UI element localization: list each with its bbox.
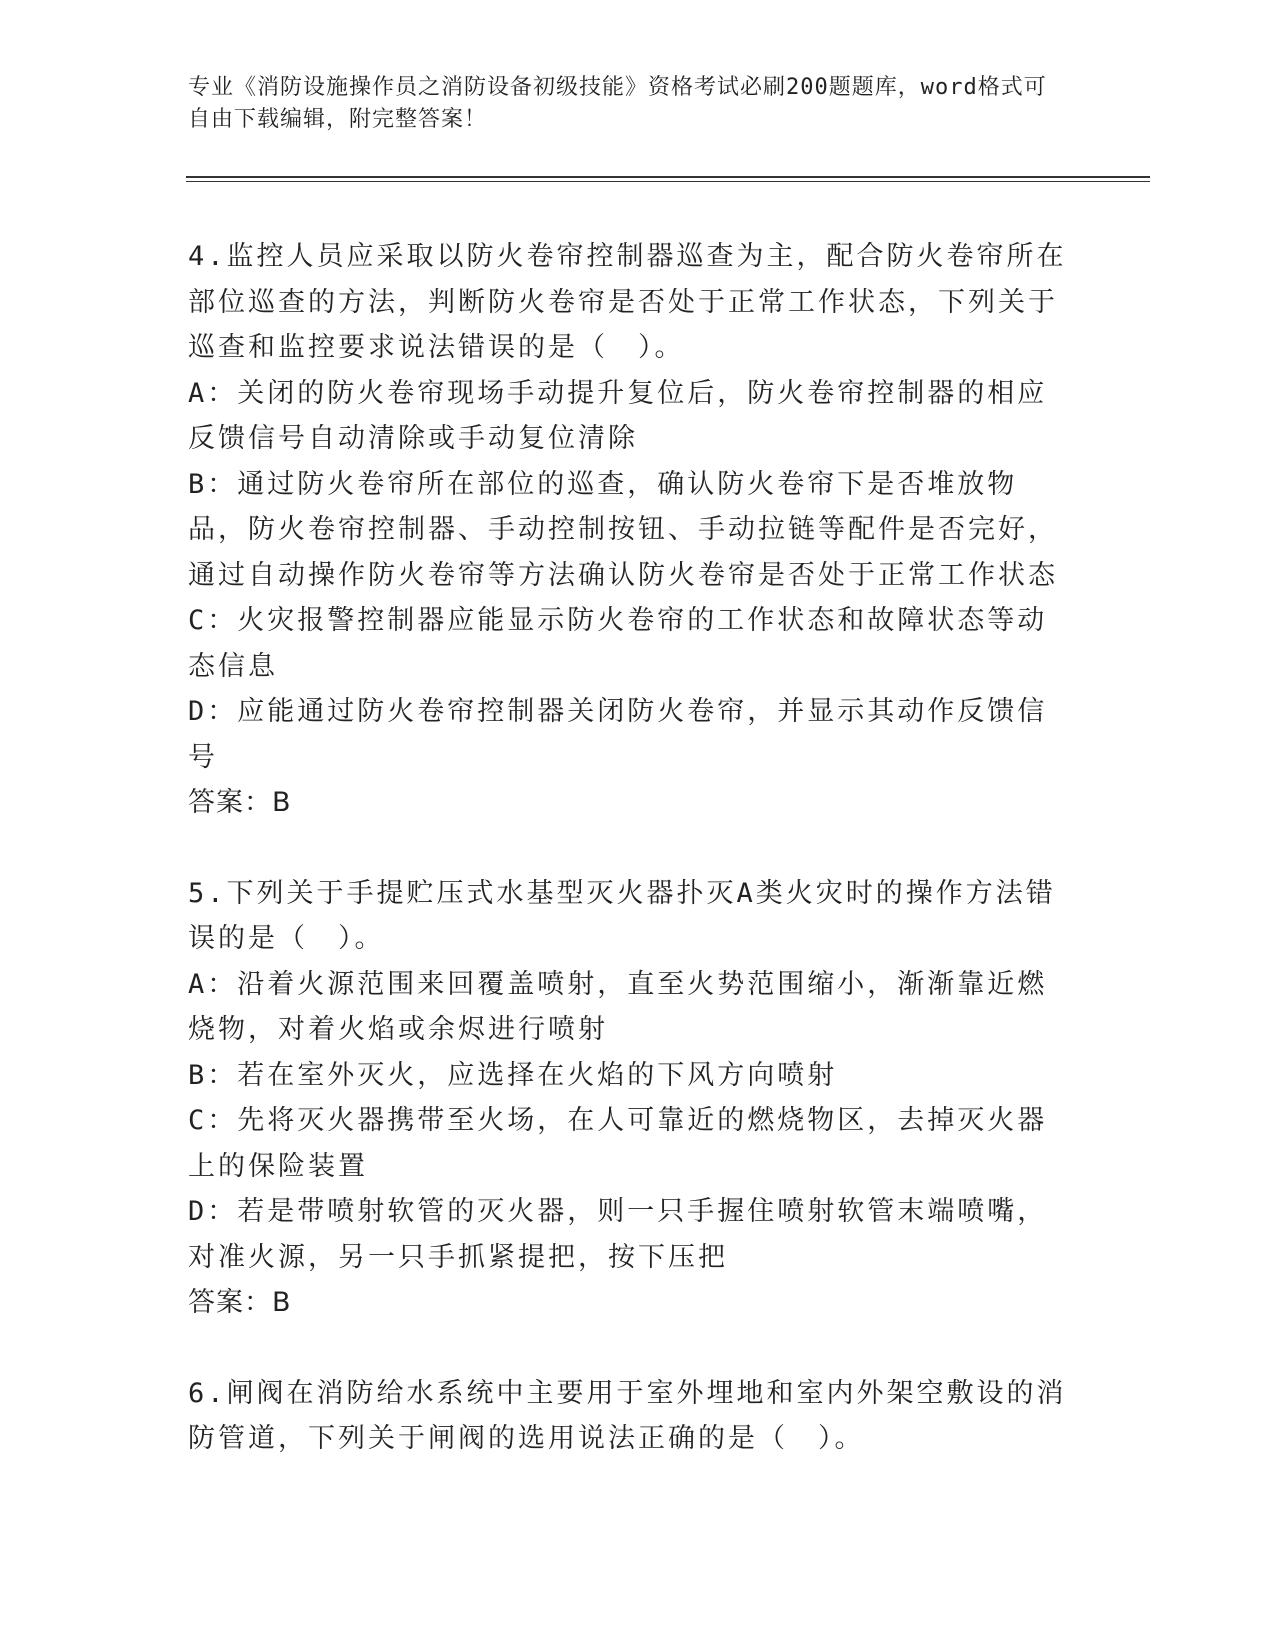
option-c: C：先将灭火器携带至火场，在人可靠近的燃烧物区，去掉灭火器上的保险装置 — [188, 1105, 1048, 1182]
question-4 — [188, 234, 1068, 826]
document-header: 专业《消防设施操作员之消防设备初级技能》资格考试必刷200题题库，word格式可自由下载编辑，附完整答案！ — [188, 75, 1047, 132]
question-5 — [188, 871, 1068, 1326]
option-a: A：沿着火源范围来回覆盖喷射，直至火势范围缩小，渐渐靠近燃烧物，对着火焰或余烬进行喷射 — [188, 968, 1048, 1045]
question-text: 5.下列关于手提贮压式水基型灭火器扑灭A类火灾时的操作方法错误的是（ ）。 — [188, 877, 1056, 954]
option-a: A：关闭的防火卷帘现场手动提升复位后，防火卷帘控制器的相应反馈信号自动清除或手动复位清除 — [188, 377, 1048, 454]
header-divider-top — [186, 176, 1150, 178]
answer: 答案：B — [188, 787, 292, 818]
option-c: C：火灾报警控制器应能显示防火卷帘的工作状态和故障状态等动态信息 — [188, 605, 1048, 682]
answer: 答案：B — [188, 1287, 292, 1318]
question-list — [188, 234, 1068, 1507]
option-d: D：若是带喷射软管的灭火器，则一只手握住喷射软管末端喷嘴，对准火源，另一只手抓紧提把，按下压把 — [188, 1196, 1048, 1273]
option-b: B：若在室外灭火，应选择在火焰的下风方向喷射 — [188, 1059, 838, 1091]
header-divider-bottom — [186, 181, 1150, 182]
question-6 — [188, 1371, 1068, 1462]
option-b: B：通过防火卷帘所在部位的巡查，确认防火卷帘下是否堆放物品，防火卷帘控制器、手动控制按钮、手动拉链等配件是否完好，通过自动操作防火卷帘等方法确认防火卷帘是否处于正常工作状态 — [188, 468, 1058, 591]
option-d: D：应能通过防火卷帘控制器关闭防火卷帘，并显示其动作反馈信号 — [188, 696, 1048, 773]
question-text: 4.监控人员应采取以防火卷帘控制器巡查为主，配合防火卷帘所在部位巡查的方法，判断防火卷帘是否处于正常工作状态，下列关于巡查和监控要求说法错误的是（ ）。 — [188, 241, 1067, 363]
question-text: 6.闸阀在消防给水系统中主要用于室外埋地和室内外架空敷设的消防管道，下列关于闸阀的选用说法正确的是（ ）。 — [188, 1377, 1067, 1454]
